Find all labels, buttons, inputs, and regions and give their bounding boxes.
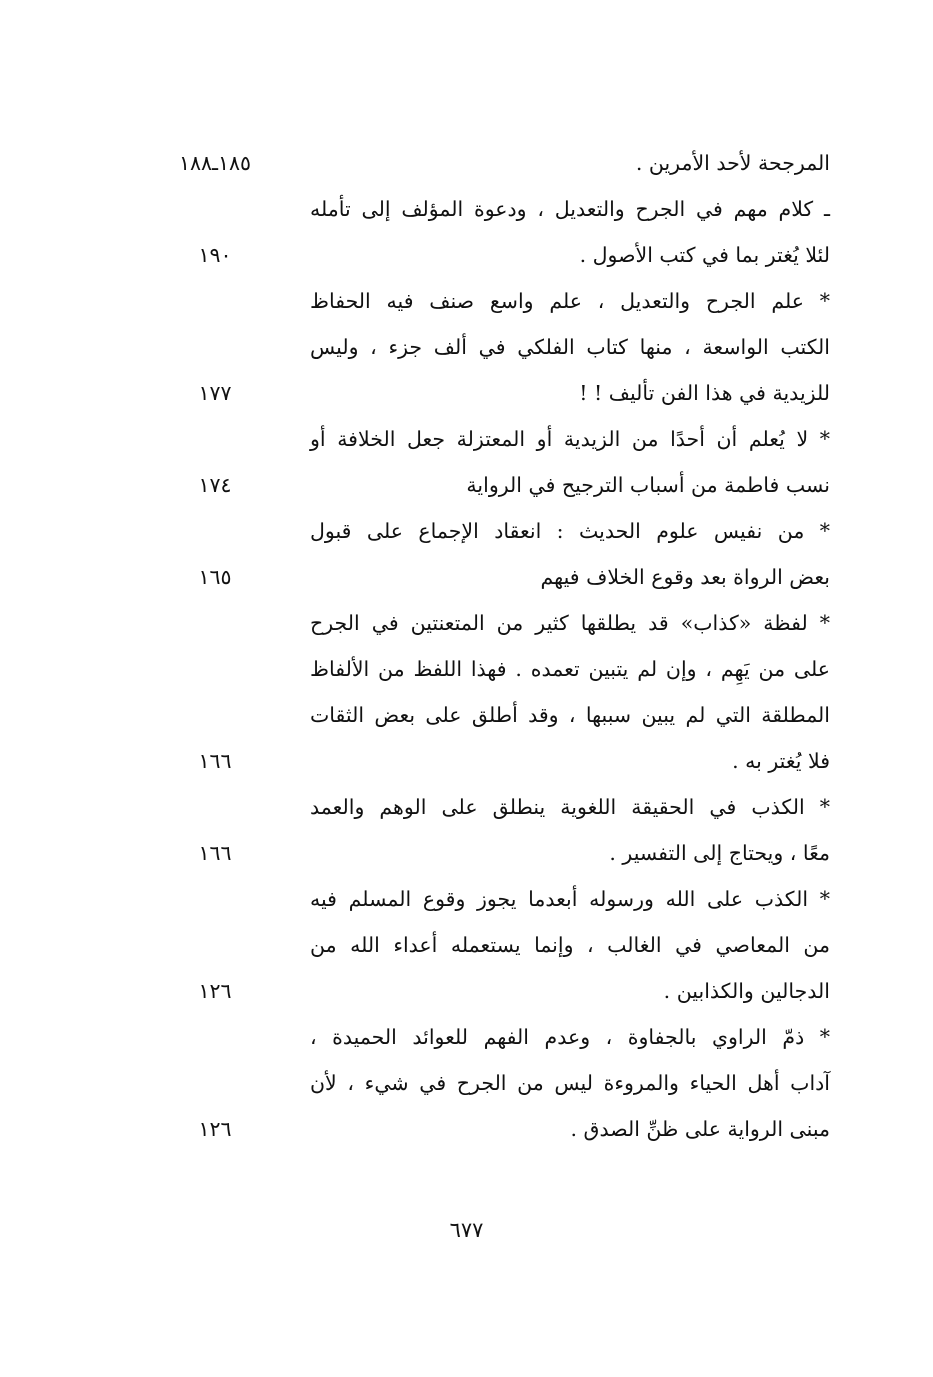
page-reference: ١٦٦ xyxy=(198,841,232,865)
entry-line: المرجحة لأحد الأمرين . xyxy=(635,151,830,175)
index-entries xyxy=(150,140,830,1152)
entry-line: على من يَهِم ، وإن لم يتبين تعمده . فهذا اللفظ من الألفاظ xyxy=(310,657,830,681)
entry-line: للزيدية في هذا الفن تأليف ! ! xyxy=(579,381,830,405)
page-reference: ١٢٦ xyxy=(198,1117,232,1141)
entry-line: بعض الرواة بعد وقوع الخلاف فيهم xyxy=(540,565,830,589)
entry-line: فلا يُغتر به . xyxy=(732,749,830,773)
page-reference: ١٦٥ xyxy=(198,565,232,589)
entry-line: الدجالين والكذابين . xyxy=(663,979,830,1003)
entry-line: الكتب الواسعة ، منها كتاب الفلكي في ألف جزء ، وليس xyxy=(310,335,830,359)
page-reference: ١٧٧ xyxy=(198,381,232,405)
entry-line: ـ كلام مهم في الجرح والتعديل ، ودعوة المؤلف إلى تأمله xyxy=(310,197,830,221)
index-entry xyxy=(150,186,830,278)
index-entry xyxy=(150,416,830,508)
entry-line: نسب فاطمة من أسباب الترجيح في الرواية xyxy=(466,473,830,497)
entry-line: المطلقة التي لم يبين سببها ، وقد أطلق على بعض الثقات xyxy=(310,703,830,727)
entry-line: * ذمّ الراوي بالجفاوة ، وعدم الفهم للعوائد الحميدة ، xyxy=(310,1025,830,1049)
entry-line: لئلا يُغتر بما في كتب الأصول . xyxy=(579,243,830,267)
page-reference: ١٨٥ـ١٨٨ xyxy=(178,151,252,175)
entry-line: * من نفيس علوم الحديث : انعقاد الإجماع على قبول xyxy=(310,519,830,543)
index-entry xyxy=(150,140,830,186)
index-entry xyxy=(150,784,830,876)
index-entry xyxy=(150,876,830,1014)
index-entry xyxy=(150,1014,830,1152)
entry-line: آداب أهل الحياء والمروءة ليس من الجرح في شيء ، لأن xyxy=(310,1071,830,1095)
page-reference: ١٢٦ xyxy=(198,979,232,1003)
entry-line: من المعاصي في الغالب ، وإنما يستعمله أعداء الله من xyxy=(310,933,830,957)
index-entry xyxy=(150,600,830,784)
entry-line: * الكذب على الله ورسوله أبعدما يجوز وقوع المسلم فيه xyxy=(310,887,830,911)
entry-line: * لفظة «كذاب» قد يطلقها كثير من المتعنتين في الجرح xyxy=(310,611,830,635)
index-entry xyxy=(150,278,830,416)
entry-line: * علم الجرح والتعديل ، علم واسع صنف فيه الحفاظ xyxy=(310,289,830,313)
entry-line: مبنى الرواية على ظنِّ الصدق . xyxy=(570,1117,830,1141)
entry-line: معًا ، ويحتاج إلى التفسير . xyxy=(609,841,830,865)
page-reference: ١٩٠ xyxy=(198,243,232,267)
index-entry xyxy=(150,508,830,600)
entry-line: * لا يُعلم أن أحدًا من الزيدية أو المعتزلة جعل الخلافة أو xyxy=(310,427,830,451)
page-number: ٦٧٧ xyxy=(449,1218,484,1242)
entry-line: * الكذب في الحقيقة اللغوية ينطلق على الوهم والعمد xyxy=(310,795,830,819)
page-reference: ١٦٦ xyxy=(198,749,232,773)
page-reference: ١٧٤ xyxy=(198,473,232,497)
